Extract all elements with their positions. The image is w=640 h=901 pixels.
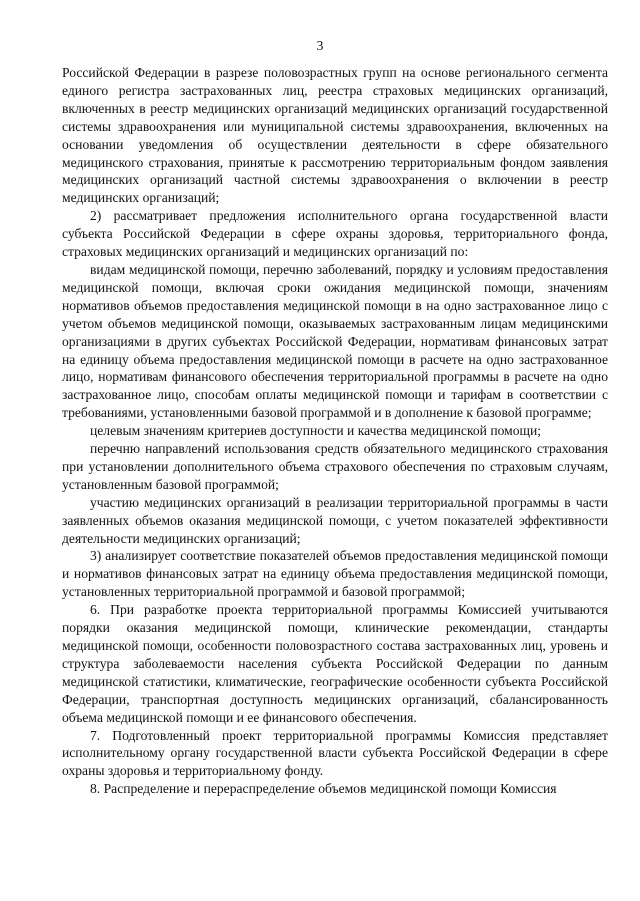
document-body bbox=[62, 64, 608, 798]
page-number: 3 bbox=[316, 38, 324, 53]
paragraph-section-7: 7. Подготовленный проект территориальной программы Комиссия представляет исполнительному органу государственной власти субъекта Российской Федерации в сфере охраны здоровья и территориальному фонду. bbox=[62, 727, 608, 779]
paragraph-organizations-participation: участию медицинских организаций в реализации территориальной программы в части заявленных объемов оказания медицинской помощи, с учетом показателей эффективности деятельности медицинских организаций; bbox=[62, 494, 608, 546]
paragraph-medical-care-types: видам медицинской помощи, перечню заболеваний, порядку и условиям предоставления медицинской помощи, включая сроки ожидания медицинской помощи, значениям нормативов объемов предоставления медицинской помощи в на одно застрахованное лицо с учетом объемов медицинской помощи, оказываемых застрахованным лицам медицинскими организациями в других субъектах Российской Федерации, нормативам финансовых затрат на единицу объема предоставления медицинской помощи в расчете на одно застрахованное лицо, нормативам финансового обеспечения территориальной программы в расчете на одно застрахованное лицо, способам оплаты медицинской помощи и тарифам в соответствии с требованиями, установленными базовой программой и в дополнение к базовой программе; bbox=[62, 261, 608, 421]
paragraph-item-2: 2) рассматривает предложения исполнительного органа государственной власти субъекта Российской Федерации в сфере охраны здоровья, территориального фонда, страховых медицинских организаций и медицинских организаций по: bbox=[62, 208, 608, 260]
paragraph-item-3: 3) анализирует соответствие показателей объемов предоставления медицинской помощи и нормативов финансовых затрат на единицу объема предоставления медицинской помощи, установленных территориальной программой и базовой программой; bbox=[62, 548, 608, 600]
paragraph-target-criteria: целевым значениям критериев доступности и качества медицинской помощи; bbox=[90, 423, 542, 439]
paragraph-section-6: 6. При разработке проекта территориальной программы Комиссией учитываются порядки оказания медицинской помощи, клинические рекомендации, стандарты медицинской помощи, особенности половозрастного состава застрахованных лиц, уровень и структура заболеваемости населения субъекта Российской Федерации по данным медицинской статистики, климатические, географические особенности субъекта Российской Федерации, транспортная доступность медицинских организаций, сбалансированность объема медицинской помощи и ее финансового обеспечения. bbox=[62, 602, 608, 725]
paragraph-section-8: 8. Распределение и перераспределение объемов медицинской помощи Комиссия bbox=[90, 781, 557, 797]
paragraph-continuation: Российской Федерации в разрезе половозрастных групп на основе регионального сегмента единого регистра застрахованных лиц, реестра страховых медицинских организаций, включенных в реестр медицинских организаций медицинских организаций государственной системы здравоохранения или муниципальной системы здравоохранения, включенных на основании уведомления об осуществлении деятельности в сфере обязательного медицинского страхования, принятые к рассмотрению территориальным фондом заявления медицинских организаций частной системы здравоохранения о включении в реестр медицинских организаций; bbox=[62, 65, 608, 206]
paragraph-funds-directions: перечню направлений использования средств обязательного медицинского страхования при установлении дополнительного объема страхового обеспечения по страховым случаям, установленным базовой программой; bbox=[62, 441, 608, 492]
